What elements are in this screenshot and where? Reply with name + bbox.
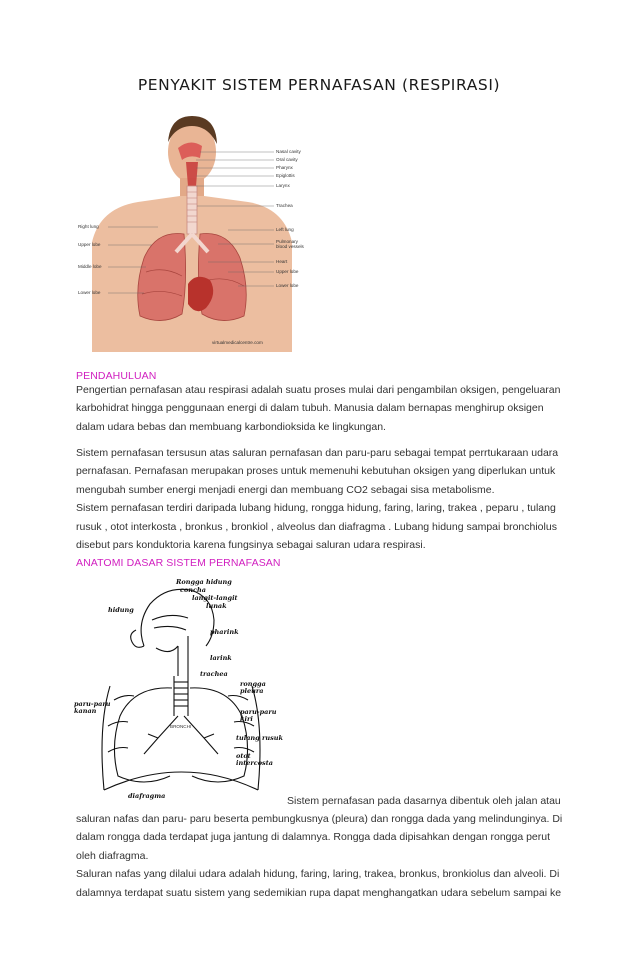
label-middle-lobe: Middle lobe bbox=[78, 264, 102, 269]
label-diafragma: diafragma bbox=[128, 792, 166, 800]
label-rongga: rongga bbox=[240, 680, 266, 688]
label-nasal-cavity: Nasal cavity bbox=[276, 149, 301, 154]
text-line: mengubah sumber energi menjadi energi dan membuang CO2 sebagai sisa metabolisme. bbox=[76, 483, 495, 496]
text-line: oleh diafragma. bbox=[76, 849, 149, 862]
section-heading-pendahuluan: PENDAHULUAN bbox=[76, 370, 157, 382]
label-upper-lobe-right: Upper lobe bbox=[78, 242, 101, 247]
label-lower-lobe-left: Lower lobe bbox=[276, 283, 299, 288]
label-pleura: pleura bbox=[240, 687, 264, 695]
label-trachea: Trachea bbox=[276, 203, 293, 208]
label-left-lung: Left lung bbox=[276, 227, 294, 232]
label-rongga-hidung: Rongga hidung bbox=[176, 578, 232, 586]
label-kanan: kanan bbox=[74, 707, 97, 715]
text-line: Sistem pernafasan tersusun atas saluran pernafasan dan paru-paru sebagai tempat perrtukaraan udara bbox=[76, 447, 559, 459]
label-heart: Heart bbox=[276, 259, 288, 264]
label-lunak: lunak bbox=[206, 602, 227, 610]
text-line: disebut pars konduktoria karena fungsinya sebagai saluran udara respirasi. bbox=[76, 539, 426, 552]
text-line: saluran nafas dan paru- paru beserta pembungkusnya (pleura) dan rongga dada yang melindunginya. Di bbox=[76, 813, 563, 825]
text-line: Pengertian pernafasan atau respirasi adalah suatu proses mulai dari pengambilan oksigen, pengeluaran bbox=[76, 384, 561, 396]
label-concha: concha bbox=[180, 586, 206, 594]
paragraph-sistem-pernafasan bbox=[76, 444, 568, 554]
label-langit-langit: langit-langit bbox=[192, 594, 238, 602]
label-bronchi: BRONCHI bbox=[170, 724, 192, 729]
label-larink: larink bbox=[210, 654, 232, 662]
label-hidung: hidung bbox=[108, 606, 134, 614]
paragraph-pengertian bbox=[76, 381, 568, 436]
label-lower-lobe-right: Lower lobe bbox=[78, 290, 101, 295]
label-tulang-rusuk: tulang rusuk bbox=[236, 734, 283, 742]
text-line: rusuk , otot interkosta , bronkus , bronkiol , alveolus dan diafragma . Lubang hidung sampai bronchiolus bbox=[76, 520, 557, 533]
label-pulmonary: Pulmonary bbox=[276, 239, 298, 244]
text-line: dalam rongga dada terdapat juga jantung di dalamnya. Rongga dada dipisahkan dengan rongga perut bbox=[76, 831, 551, 844]
paragraph-caption-line bbox=[287, 792, 567, 810]
respiratory-line-drawing-figure bbox=[74, 576, 284, 804]
text-line: Sistem pernafasan pada dasarnya dibentuk oleh jalan atau bbox=[287, 795, 561, 807]
label-kiri: kiri bbox=[240, 715, 253, 723]
label-upper-lobe-left: Upper lobe bbox=[276, 269, 299, 274]
paragraph-saluran-nafas bbox=[76, 810, 568, 902]
label-paru-paru-kanan: paru-paru bbox=[74, 700, 111, 708]
label-blood-vessels: blood vessels bbox=[276, 244, 304, 249]
label-otot: otot bbox=[236, 752, 251, 760]
label-pharink: pharink bbox=[210, 628, 239, 636]
label-larynx: Larynx bbox=[276, 183, 290, 188]
text-line: dalamnya terdapat suatu sistem yang sedemikian rupa dapat menghangatkan udara sebelum sampai ke bbox=[76, 886, 562, 899]
text-line: pernafasan. Pernafasan merupakan proses untuk memenuhi kebutuhan oksigen yang diperlukan untuk bbox=[76, 465, 556, 478]
text-line: dalam udara bebas dan membuang karbondioksida ke lingkungan. bbox=[76, 420, 386, 433]
label-epiglottis: Epiglottis bbox=[276, 173, 295, 178]
label-pharynx: Pharynx bbox=[276, 165, 293, 170]
label-right-lung: Right lung bbox=[78, 224, 99, 229]
text-line: karbohidrat hingga penggunaan energi di dalam tubuh. Manusia dalam bernapas menghirup oksigen bbox=[76, 402, 544, 415]
label-trachea: trachea bbox=[200, 670, 228, 678]
figure-credit: virtualmedicalcentre.com bbox=[212, 340, 263, 345]
label-paru-paru-kiri: paru-paru bbox=[240, 708, 277, 716]
text-line: Sistem pernafasan terdiri daripada lubang hidung, rongga hidung, faring, laring, trakea , peparu , tulang bbox=[76, 502, 556, 515]
section-heading-anatomi: ANATOMI DASAR SISTEM PERNAFASAN bbox=[76, 557, 281, 569]
pharynx-shape bbox=[186, 162, 198, 186]
respiratory-anatomy-figure bbox=[78, 112, 310, 352]
page-title: PENYAKIT SISTEM PERNAFASAN (RESPIRASI) bbox=[137, 76, 501, 94]
text-line: Saluran nafas yang dilalui udara adalah hidung, faring, laring, trakea, bronkus, bronkiolus dan alveoli. Di bbox=[76, 868, 560, 881]
label-intercosta: intercosta bbox=[236, 759, 273, 767]
label-oral-cavity: Oral cavity bbox=[276, 157, 298, 162]
